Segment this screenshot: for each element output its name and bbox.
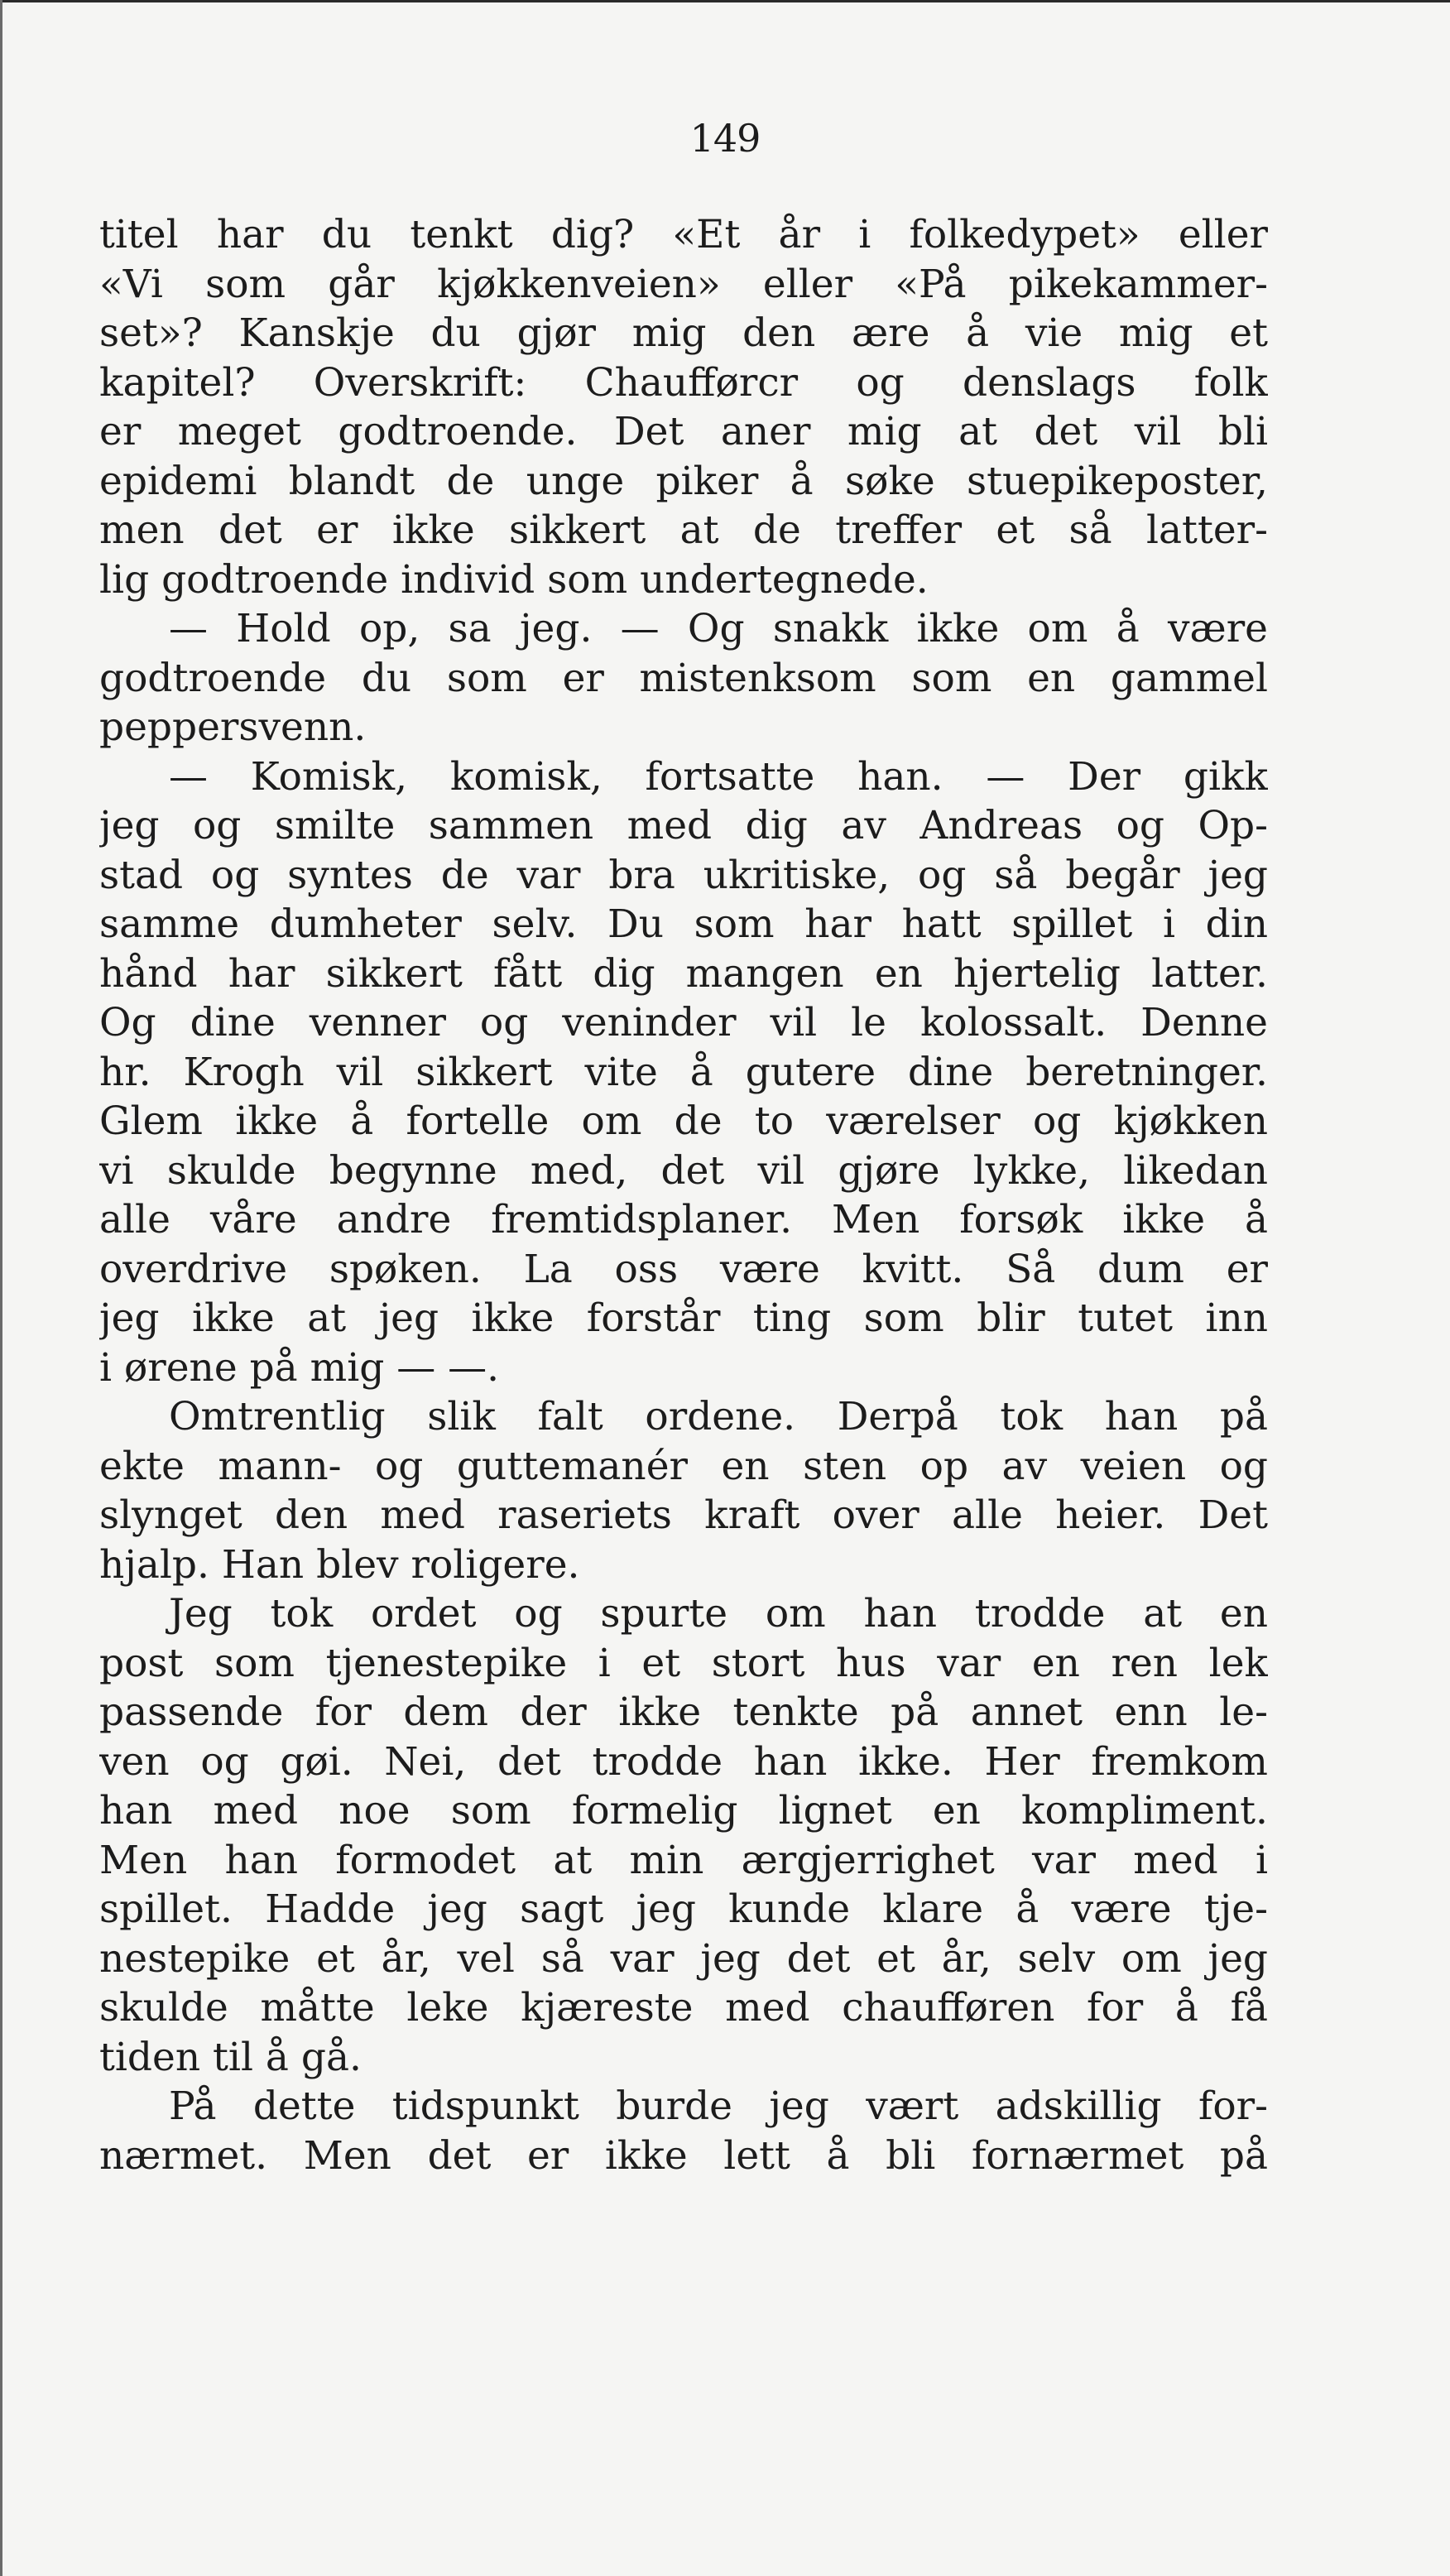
text-line: — Hold op, sa jeg. — Og snakk ikke om å være [169,606,1268,651]
text-line: lig godtroende individ som undertegnede. [99,556,929,603]
text-line: jeg og smilte sammen med dig av Andreas og Op- [99,803,1268,848]
text-line: samme dumheter selv. Du som har hatt spillet i din [99,901,1268,947]
text-line: Glem ikke å fortelle om de to værelser og kjøkken [99,1098,1268,1144]
text-line: kapitel? Overskrift: Chaufførcr og denslags folk [99,359,1268,406]
text-line: set»? Kanskje du gjør mig den ære å vie mig et [99,310,1268,356]
text-line: peppersvenn. [99,704,367,750]
page-left-edge [0,0,2,2576]
text-line: Omtrentlig slik falt ordene. Derpå tok han på [169,1394,1268,1439]
text-line: overdrive spøken. La oss være kvitt. Så dum er [99,1246,1268,1292]
text-line: hånd har sikkert fått dig mangen en hjertelig latter. [99,950,1268,997]
text-line: vi skulde begynne med, det vil gjøre lykke, likedan [99,1147,1268,1194]
text-line: nærmet. Men det er ikke lett å bli fornærmet på [99,2132,1268,2179]
text-line: jeg ikke at jeg ikke forstår ting som blir tutet inn [99,1295,1268,1341]
text-line: i ørene på mig — —. [99,1344,500,1391]
page-top-edge [0,0,1450,2]
text-line: men det er ikke sikkert at de treffer et så latter- [99,507,1268,553]
text-line: godtroende du som er mistenksom som en gammel [99,655,1268,701]
text-line: På dette tidspunkt burde jeg vært adskillig for- [169,2083,1268,2129]
text-line: ekte mann- og guttemanér en sten op av veien og [99,1443,1268,1489]
text-line: passende for dem der ikke tenkte på annet enn le- [99,1689,1268,1735]
text-line: alle våre andre fremtidsplaner. Men forsøk ikke å [99,1197,1268,1242]
text-line: Jeg tok ordet og spurte om han trodde at en [169,1591,1268,1636]
text-line: han med noe som formelig lignet en kompliment. [99,1788,1268,1833]
text-line: slynget den med raseriets kraft over alle heier. Det [99,1492,1268,1538]
text-line: tiden til å gå. [99,2034,362,2080]
text-line: hjalp. Han blev roligere. [99,1541,580,1588]
text-line: ven og gøi. Nei, det trodde han ikke. Her fremkom [99,1738,1268,1785]
text-line: er meget godtroende. Det aner mig at det vil bli [99,409,1268,454]
text-line: Men han formodet at min ærgjerrighet var med i [99,1837,1268,1883]
text-line: titel har du tenkt dig? «Et år i folkedypet» eller [99,212,1268,257]
text-line: epidemi blandt de unge piker å søke stuepikeposter, [99,458,1268,504]
text-line: hr. Krogh vil sikkert vite å gutere dine beretninger. [99,1049,1268,1095]
page-number: 149 [689,116,761,161]
text-line: nestepike et år, vel så var jeg det et år, selv om jeg [99,1935,1268,1982]
text-line: «Vi som går kjøkkenveien» eller «På pikekammer- [99,261,1268,307]
text-line: skulde måtte leke kjæreste med chaufføren for å få [99,1985,1268,2031]
text-line: Og dine venner og veninder vil le kolossalt. Denne [99,1000,1268,1045]
text-line: — Komisk, komisk, fortsatte han. — Der gikk [169,753,1268,800]
text-line: post som tjenestepike i et stort hus var en ren lek [99,1640,1268,1686]
text-line: spillet. Hadde jeg sagt jeg kunde klare å være tje- [99,1886,1268,1932]
text-line: stad og syntes de var bra ukritiske, og så begår jeg [99,852,1268,898]
body-text [99,210,1268,2180]
